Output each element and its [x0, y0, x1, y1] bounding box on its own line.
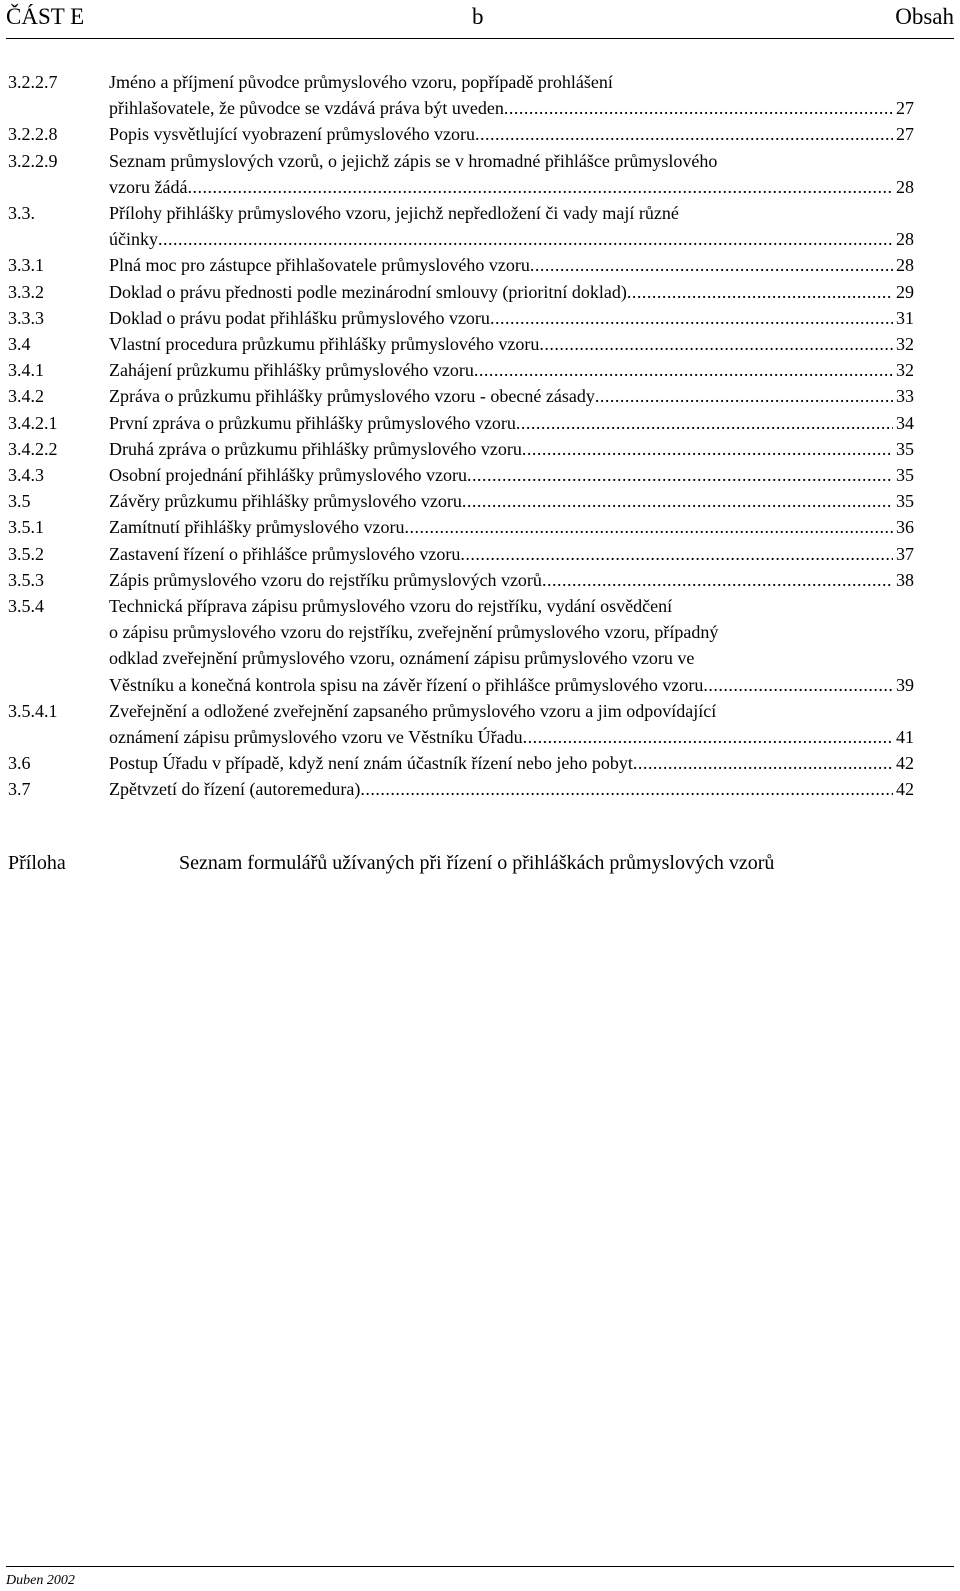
toc-entry-leader-line	[109, 724, 914, 750]
toc-entry-leader-line	[109, 672, 914, 698]
toc-entry-body	[109, 279, 914, 305]
toc-entry-title: První zpráva o průzkumu přihlášky průmyslového vzoru	[109, 412, 516, 433]
toc-entry[interactable]	[8, 462, 914, 488]
dot-leader	[360, 776, 893, 802]
toc-entry[interactable]	[8, 488, 914, 514]
toc-entry-page: 35	[896, 491, 914, 512]
toc-entry[interactable]	[8, 776, 914, 802]
toc-entry-leader-line	[109, 436, 914, 462]
toc-entry-title: Doklad o právu přednosti podle mezinárodní smlouvy (prioritní doklad)	[109, 281, 627, 302]
toc-entry-body	[109, 750, 914, 776]
toc-entry-body	[109, 488, 914, 514]
toc-entry-body	[109, 698, 914, 750]
toc-entry-title: oznámení zápisu průmyslového vzoru ve Věstníku Úřadu	[109, 727, 523, 748]
toc-entry-body	[109, 121, 914, 147]
toc-entry-body	[109, 357, 914, 383]
dot-leader	[595, 383, 893, 409]
toc-entry-title: Zahájení průzkumu přihlášky průmyslového vzoru	[109, 360, 474, 381]
toc-entry-number: 3.5.1	[8, 517, 44, 538]
dot-leader	[504, 95, 893, 121]
dot-leader	[462, 488, 893, 514]
toc-entry-body	[109, 383, 914, 409]
toc-entry-page: 41	[896, 727, 914, 748]
toc-entry-title-line: Jméno a příjmení původce průmyslového vzoru, popřípadě prohlášení	[109, 72, 613, 92]
toc-entry-page: 35	[896, 465, 914, 486]
toc-entry-leader-line	[109, 226, 914, 252]
dot-leader	[475, 121, 893, 147]
toc-entry-number: 3.7	[8, 779, 31, 800]
toc-entry-title: vzoru žádá	[109, 176, 188, 197]
toc-entry[interactable]	[8, 436, 914, 462]
part-label: ČÁST E	[6, 4, 85, 29]
dot-leader	[523, 724, 893, 750]
toc-entry-page: 31	[896, 307, 914, 328]
toc-entry[interactable]	[8, 514, 914, 540]
toc-entry-page: 38	[896, 569, 914, 590]
toc-entry[interactable]	[8, 593, 914, 698]
toc-entry-page: 42	[896, 753, 914, 774]
toc-entry[interactable]	[8, 69, 914, 121]
toc-entry-page: 34	[896, 412, 914, 433]
toc-entry[interactable]	[8, 200, 914, 252]
section-title: Obsah	[895, 4, 954, 29]
toc-entry-leader-line	[109, 279, 914, 305]
toc-entry-title-line: odklad zveřejnění průmyslového vzoru, oznámení zápisu průmyslového vzoru ve	[109, 648, 695, 669]
toc-entry-leader-line	[109, 410, 914, 436]
toc-entry[interactable]	[8, 383, 914, 409]
toc-entry-leader-line	[109, 252, 914, 278]
toc-entry-body	[109, 148, 914, 200]
toc-entry-title: Postup Úřadu v případě, když není znám účastník řízení nebo jeho pobyt	[109, 753, 633, 774]
toc-entry-page: 39	[896, 674, 914, 695]
dot-leader	[539, 331, 893, 357]
section-letter: b	[472, 4, 484, 29]
toc-entry-page: 28	[896, 255, 914, 276]
footer-date: Duben 2002	[6, 1573, 75, 1588]
toc-entry-body	[109, 593, 914, 698]
dot-leader	[703, 672, 893, 698]
toc-entry-title: Doklad o právu podat přihlášku průmyslového vzoru	[109, 307, 490, 328]
toc-entry-leader-line	[109, 121, 914, 147]
toc-entry[interactable]	[8, 305, 914, 331]
toc-entry-leader-line	[109, 567, 914, 593]
toc-entry-title-line: Technická příprava zápisu průmyslového vzoru do rejstříku, vydání osvědčení	[109, 596, 673, 617]
toc-entry-title: Závěry průzkumu přihlášky průmyslového vzoru	[109, 491, 462, 512]
toc-entry[interactable]	[8, 357, 914, 383]
toc-entry-body	[109, 252, 914, 278]
toc-entry-body	[109, 200, 914, 252]
toc-entry-body	[109, 436, 914, 462]
table-of-contents	[8, 69, 914, 803]
toc-entry-leader-line	[109, 462, 914, 488]
toc-entry-page: 29	[896, 281, 914, 302]
dot-leader	[474, 357, 893, 383]
toc-entry-number: 3.5.4.1	[8, 700, 58, 721]
page-header	[6, 0, 954, 38]
toc-entry-title-line: Seznam průmyslových vzorů, o jejichž zápis se v hromadné přihlášce průmyslového	[109, 150, 718, 171]
dot-leader	[467, 462, 893, 488]
toc-entry-leader-line	[109, 357, 914, 383]
toc-entry-leader-line	[109, 95, 914, 121]
toc-entry-title: Zastavení řízení o přihlášce průmyslového vzoru	[109, 543, 461, 564]
toc-entry[interactable]	[8, 567, 914, 593]
toc-entry-title-line: Zveřejnění a odložené zveřejnění zapsaného průmyslového vzoru a jim odpovídající	[109, 700, 717, 721]
dot-leader	[522, 436, 893, 462]
dot-leader	[542, 567, 893, 593]
toc-entry-number: 3.2.2.9	[8, 150, 58, 171]
toc-entry-body	[109, 331, 914, 357]
toc-entry-number: 3.4.2.2	[8, 438, 58, 459]
toc-entry[interactable]	[8, 148, 914, 200]
toc-entry-body	[109, 69, 914, 121]
toc-entry-body	[109, 462, 914, 488]
dot-leader	[490, 305, 893, 331]
toc-entry-title-line: Přílohy přihlášky průmyslového vzoru, jejichž nepředložení či vady mají různé	[109, 203, 679, 224]
toc-entry-leader-line	[109, 776, 914, 802]
toc-entry-page: 27	[896, 124, 914, 145]
toc-entry[interactable]	[8, 698, 914, 750]
toc-entry-body	[109, 567, 914, 593]
dot-leader	[516, 410, 893, 436]
dot-leader	[627, 279, 893, 305]
toc-entry-leader-line	[109, 541, 914, 567]
toc-entry-number: 3.3.2	[8, 281, 44, 302]
toc-entry-title: Věstníku a konečná kontrola spisu na závěr řízení o přihlášce průmyslového vzoru	[109, 674, 704, 695]
toc-entry[interactable]	[8, 541, 914, 567]
toc-entry-page: 32	[896, 334, 914, 355]
toc-entry-title: Vlastní procedura průzkumu přihlášky průmyslového vzoru	[109, 334, 540, 355]
toc-entry-title: Zpětvzetí do řízení (autoremedura)	[109, 779, 361, 800]
toc-entry-number: 3.3.3	[8, 307, 44, 328]
toc-entry-title: Druhá zpráva o průzkumu přihlášky průmyslového vzoru	[109, 438, 522, 459]
toc-entry-number: 3.2.2.8	[8, 124, 58, 145]
toc-entry-number: 3.4.1	[8, 360, 44, 381]
toc-entry-leader-line	[109, 331, 914, 357]
toc-entry-page: 32	[896, 360, 914, 381]
toc-entry-number: 3.3.	[8, 203, 35, 224]
appendix-title: Seznam formulářů užívaných při řízení o přihláškách průmyslových vzorů	[179, 852, 775, 874]
toc-entry-title: Plná moc pro zástupce přihlašovatele průmyslového vzoru	[109, 255, 530, 276]
toc-entry-title: účinky	[109, 229, 158, 250]
toc-entry[interactable]	[8, 279, 914, 305]
toc-entry[interactable]	[8, 121, 914, 147]
toc-entry-number: 3.2.2.7	[8, 72, 58, 92]
toc-entry-page: 33	[896, 386, 914, 407]
toc-entry-page: 27	[896, 98, 914, 119]
toc-entry-page: 28	[896, 176, 914, 197]
footer-divider	[6, 1566, 954, 1567]
toc-entry-title: Zamítnutí přihlášky průmyslového vzoru	[109, 517, 405, 538]
dot-leader	[530, 252, 893, 278]
toc-entry-number: 3.6	[8, 753, 31, 774]
toc-entry-leader-line	[109, 305, 914, 331]
toc-entry-number: 3.4	[8, 334, 31, 355]
toc-entry-body	[109, 514, 914, 540]
toc-entry[interactable]	[8, 331, 914, 357]
toc-entry-title: Osobní projednání přihlášky průmyslového vzoru	[109, 465, 467, 486]
toc-entry-title: Zápis průmyslového vzoru do rejstříku průmyslových vzorů	[109, 569, 542, 590]
toc-entry-page: 28	[896, 229, 914, 250]
toc-entry[interactable]	[8, 252, 914, 278]
toc-entry-body	[109, 776, 914, 802]
toc-entry-body	[109, 305, 914, 331]
dot-leader	[460, 541, 893, 567]
toc-entry-leader-line	[109, 514, 914, 540]
toc-entry-title-line: o zápisu průmyslového vzoru do rejstříku, zveřejnění průmyslového vzoru, případný	[109, 622, 719, 643]
toc-entry-leader-line	[109, 174, 914, 200]
appendix-label: Příloha	[8, 852, 66, 874]
toc-entry-page: 36	[896, 517, 914, 538]
toc-entry-number: 3.3.1	[8, 255, 44, 276]
toc-entry-page: 35	[896, 438, 914, 459]
toc-entry[interactable]	[8, 750, 914, 776]
dot-leader	[158, 226, 893, 252]
toc-entry-number: 3.5.3	[8, 569, 44, 590]
toc-entry-number: 3.4.2.1	[8, 412, 58, 433]
toc-entry-number: 3.5.2	[8, 543, 44, 564]
toc-entry-title: přihlašovatele, že původce se vzdává práva být uveden	[109, 98, 504, 119]
toc-entry-leader-line	[109, 383, 914, 409]
toc-entry-body	[109, 541, 914, 567]
toc-entry-title: Popis vysvětlující vyobrazení průmyslového vzoru	[109, 124, 475, 145]
toc-entry[interactable]	[8, 410, 914, 436]
dot-leader	[404, 514, 893, 540]
toc-entry-number: 3.4.2	[8, 386, 44, 407]
toc-entry-title: Zpráva o průzkumu přihlášky průmyslového vzoru - obecné zásady	[109, 386, 595, 407]
toc-entry-page: 37	[896, 543, 914, 564]
dot-leader	[187, 174, 893, 200]
toc-entry-leader-line	[109, 488, 914, 514]
toc-entry-body	[109, 410, 914, 436]
toc-entry-number: 3.5.4	[8, 596, 44, 617]
header-divider	[6, 38, 954, 39]
toc-entry-leader-line	[109, 750, 914, 776]
toc-entry-number: 3.5	[8, 491, 31, 512]
dot-leader	[633, 750, 893, 776]
toc-entry-number: 3.4.3	[8, 465, 44, 486]
toc-entry-page: 42	[896, 779, 914, 800]
appendix-entry	[8, 852, 914, 875]
